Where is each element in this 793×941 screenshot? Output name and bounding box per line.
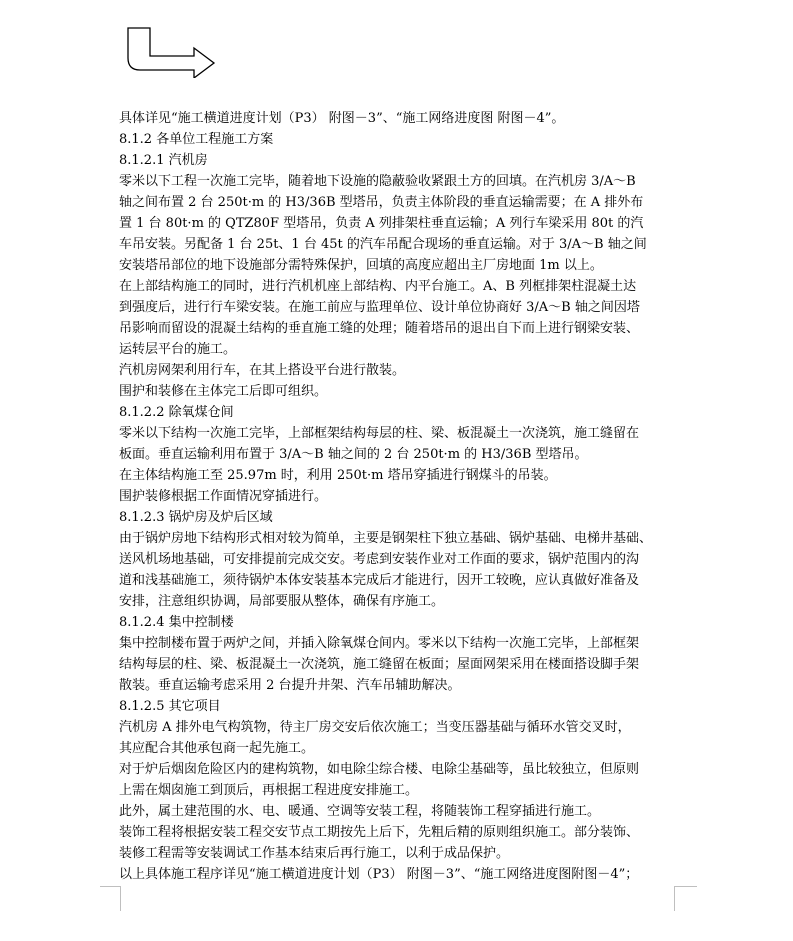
text-line: 在上部结构施工的同时，进行汽机机座上部结构、内平台施工。A、B 列框排架柱混凝土达	[119, 279, 637, 294]
text-line: 吊影响而留设的混凝土结构的垂直施工缝的处理；随着塔吊的退出自下而上进行钢梁安装、	[119, 321, 640, 336]
text-line: 汽机房 A 排外电气构筑物，待主厂房交安后依次施工；当变压器基础与循环水管交叉时，	[119, 720, 631, 735]
text-line: 汽机房网架利用行车，在其上搭设平台进行散装。	[119, 363, 406, 378]
text-line: 送风机场地基础，可安排提前完成交安。考虑到安装作业对工作面的要求，锅炉范围内的沟	[119, 552, 640, 567]
text-line: 在主体结构施工至 25.97m 时，利用 250t·m 塔吊穿插进行钢煤斗的吊装。	[119, 468, 557, 483]
text-line: 零米以下结构一次施工完毕，上部框架结构每层的柱、梁、板混凝土一次浇筑，施工缝留在	[119, 426, 640, 441]
text-line: 安排，注意组织协调，局部要服从整体，确保有序施工。	[119, 594, 445, 609]
subsection-heading: 8.1.2.3 锅炉房及炉后区域	[119, 510, 273, 525]
text-line: 上需在烟囱施工到顶后，再根据工程进度安排施工。	[119, 783, 419, 798]
text-line: 置 1 台 80t·m 的 QTZ80F 型塔吊，负责 A 列排架柱垂直运输；A 列行车梁采用 80t 的汽	[119, 216, 644, 231]
subsection-heading: 8.1.2.1 汽机房	[119, 153, 208, 168]
text-line: 由于锅炉房地下结构形式相对较为简单，主要是钢架柱下独立基础、锅炉基础、电梯井基础、	[119, 531, 653, 546]
text-line: 零米以下工程一次施工完毕，随着地下设施的隐蔽验收紧跟土方的回填。在汽机房 3/A～B	[119, 174, 636, 189]
text-line: 以上具体施工程序详见“施工横道进度计划（P3） 附图－3”、“施工网络进度图附图－4”；	[119, 867, 639, 882]
text-line: 装修工程需等安装调试工作基本结束后再行施工，以利于成品保护。	[119, 846, 510, 861]
subsection-heading: 8.1.2.5 其它项目	[119, 699, 221, 714]
text-line: 围护装修根据工作面情况穿插进行。	[119, 489, 328, 504]
text-line: 安装塔吊部位的地下设施部分需特殊保护，回填的高度应超出主厂房地面 1m 以上。	[119, 258, 603, 273]
text-line: 其应配合其他承包商一起先施工。	[119, 741, 315, 756]
text-line: 散装。垂直运输考虑采用 2 台提升井架、汽车吊辅助解决。	[119, 678, 461, 693]
subsection-heading: 8.1.2.4 集中控制楼	[119, 615, 234, 630]
text-line: 集中控制楼布置于两炉之间，并插入除氧煤仓间内。零米以下结构一次施工完毕，上部框架	[119, 636, 640, 651]
subsection-heading: 8.1.2.2 除氧煤仓间	[119, 405, 234, 420]
continuation-arrow-icon	[122, 26, 218, 78]
text-line: 道和浅基础施工，须待锅炉本体安装基本完成后才能进行，因开工较晚，应认真做好准备及	[119, 573, 640, 588]
page-corner-mark-left	[100, 886, 121, 911]
text-line: 结构每层的柱、梁、板混凝土一次浇筑，施工缝留在板面；屋面网架采用在楼面搭设脚手架	[119, 657, 640, 672]
text-line: 运转层平台的施工。	[119, 342, 237, 357]
text-line: 装饰工程将根据安装工程交安节点工期按先上后下，先粗后精的原则组织施工。部分装饰、	[119, 825, 640, 840]
text-line: 到强度后，进行行车梁安装。在施工前应与监理单位、设计单位协商好 3/A～B 轴之间因塔	[119, 300, 640, 315]
text-line: 车吊安装。另配备 1 台 25t、1 台 45t 的汽车吊配合现场的垂直运输。对于 3/A～B 轴之间	[119, 237, 647, 252]
text-line: 板面。垂直运输利用布置于 3/A～B 轴之间的 2 台 250t·m 的 H3/36B 型塔吊。	[119, 447, 588, 462]
section-heading: 8.1.2 各单位工程施工方案	[119, 132, 274, 147]
text-line: 此外，属土建范围的水、电、暖通、空调等安装工程，将随装饰工程穿插进行施工。	[119, 804, 601, 819]
document-body	[119, 108, 677, 885]
text-line: 轴之间布置 2 台 250t·m 的 H3/36B 型塔吊，负责主体阶段的垂直运输需要；在 A 排外布	[119, 195, 644, 210]
page-corner-mark-right	[674, 886, 697, 911]
text-line: 具体详见“施工横道进度计划（P3） 附图－3”、“施工网络进度图 附图－4”。	[119, 111, 565, 126]
text-line: 对于炉后烟囱危险区内的建构筑物，如电除尘综合楼、电除尘基础等，虽比较独立，但原则	[119, 762, 640, 777]
text-line: 围护和装修在主体完工后即可组织。	[119, 384, 328, 399]
